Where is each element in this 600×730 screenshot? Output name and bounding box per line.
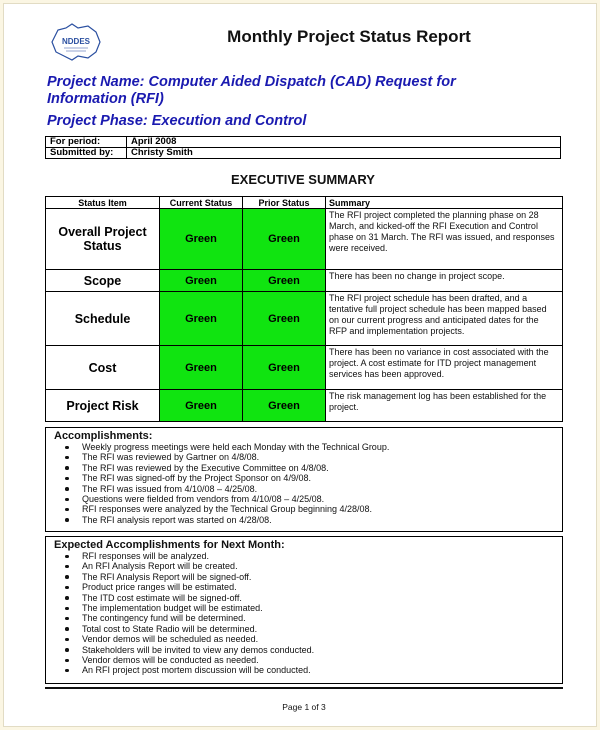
table-row xyxy=(46,292,563,346)
project-phase: Project Phase: Execution and Control xyxy=(47,113,307,129)
list-item: Total cost to State Radio will be determined. xyxy=(82,624,562,634)
status-item: Scope xyxy=(46,270,160,292)
header-summary: Summary xyxy=(326,197,563,209)
project-name-line2: Information (RFI) xyxy=(47,91,164,107)
report-title: Monthly Project Status Report xyxy=(227,27,471,46)
prior-status-cell: Green xyxy=(243,270,326,292)
list-item: The RFI analysis report was started on 4/28/08. xyxy=(82,515,562,525)
list-item: The RFI was signed-off by the Project Sponsor on 4/9/08. xyxy=(82,473,562,483)
bottom-divider xyxy=(45,687,563,689)
list-item: Product price ranges will be estimated. xyxy=(82,582,562,592)
submitted-label: Submitted by: xyxy=(46,148,127,159)
status-item: Schedule xyxy=(46,292,160,346)
accomplishments-list xyxy=(46,442,562,525)
prior-status-cell: Green xyxy=(243,209,326,270)
list-item: The ITD cost estimate will be signed-off. xyxy=(82,593,562,603)
table-row xyxy=(46,270,563,292)
period-row xyxy=(46,137,561,148)
period-table xyxy=(45,136,561,159)
current-status-cell: Green xyxy=(160,390,243,422)
list-item: RFI responses were analyzed by the Technical Group beginning 4/28/08. xyxy=(82,504,562,514)
list-item: An RFI Analysis Report will be created. xyxy=(82,561,562,571)
project-name-line1: Project Name: Computer Aided Dispatch (CAD) Request for xyxy=(47,74,456,90)
summary-cell: There has been no change in project scope. xyxy=(326,270,563,292)
current-status-cell: Green xyxy=(160,209,243,270)
next-month-title: Expected Accomplishments for Next Month: xyxy=(54,539,285,551)
list-item: Questions were fielded from vendors from 4/10/08 – 4/25/08. xyxy=(82,494,562,504)
next-month-section xyxy=(45,536,563,684)
list-item: The RFI was issued from 4/10/08 – 4/25/08. xyxy=(82,484,562,494)
list-item: Vendor demos will be scheduled as needed. xyxy=(82,634,562,644)
summary-cell: The RFI project schedule has been drafted, and a tentative full project schedule has been mapped based on our current progress and anticipated dates for the RFP and implementation projects. xyxy=(326,292,563,346)
list-item: Weekly progress meetings were held each Monday with the Technical Group. xyxy=(82,442,562,452)
summary-cell: There has been no variance in cost associated with the project. A cost estimate for ITD project management services has been approved. xyxy=(326,346,563,390)
executive-summary-table xyxy=(45,196,563,422)
submitted-value: Christy Smith xyxy=(127,148,561,159)
header-prior-status: Prior Status xyxy=(243,197,326,209)
table-row xyxy=(46,390,563,422)
prior-status-cell: Green xyxy=(243,292,326,346)
list-item: Vendor demos will be conducted as needed. xyxy=(82,655,562,665)
header-status-item: Status Item xyxy=(46,197,160,209)
summary-header-row xyxy=(46,197,563,209)
next-month-list xyxy=(46,551,562,676)
logo-text: NDDES xyxy=(61,37,91,46)
current-status-cell: Green xyxy=(160,292,243,346)
current-status-cell: Green xyxy=(160,270,243,292)
list-item: An RFI project post mortem discussion will be conducted. xyxy=(82,665,562,675)
summary-cell: The RFI project completed the planning phase on 28 March, and kicked-off the RFI Execution and Control phase on 31 March. The RFI was issued, and responses were received. xyxy=(326,209,563,270)
list-item: The implementation budget will be estimated. xyxy=(82,603,562,613)
table-row xyxy=(46,209,563,270)
accomplishments-title: Accomplishments: xyxy=(54,430,153,442)
list-item: RFI responses will be analyzed. xyxy=(82,551,562,561)
table-row xyxy=(46,346,563,390)
page-number: Page 1 of 3 xyxy=(282,702,326,712)
current-status-cell: Green xyxy=(160,346,243,390)
nddes-logo xyxy=(48,22,104,62)
list-item: The RFI Analysis Report will be signed-off. xyxy=(82,572,562,582)
period-value: April 2008 xyxy=(127,137,561,148)
summary-cell: The risk management log has been established for the project. xyxy=(326,390,563,422)
executive-summary-title: EXECUTIVE SUMMARY xyxy=(231,172,375,187)
accomplishments-section xyxy=(45,427,563,532)
list-item: Stakeholders will be invited to view any demos conducted. xyxy=(82,645,562,655)
list-item: The RFI was reviewed by the Executive Committee on 4/8/08. xyxy=(82,463,562,473)
prior-status-cell: Green xyxy=(243,390,326,422)
list-item: The RFI was reviewed by Gartner on 4/8/08. xyxy=(82,452,562,462)
header-current-status: Current Status xyxy=(160,197,243,209)
list-item: The contingency fund will be determined. xyxy=(82,613,562,623)
submitted-row xyxy=(46,148,561,159)
period-label: For period: xyxy=(46,137,127,148)
status-item: Project Risk xyxy=(46,390,160,422)
prior-status-cell: Green xyxy=(243,346,326,390)
status-item: Cost xyxy=(46,346,160,390)
status-item: Overall Project Status xyxy=(46,209,160,270)
